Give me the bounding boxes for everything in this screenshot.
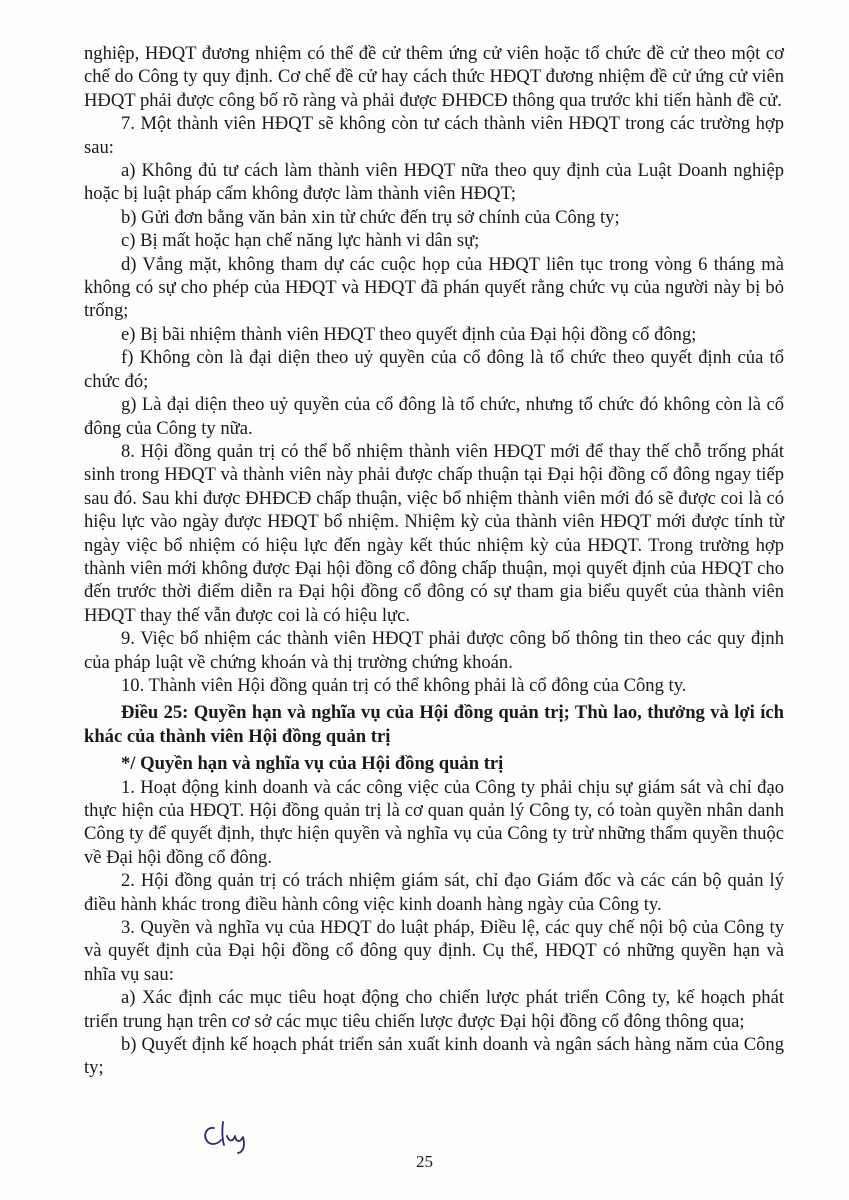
clause-25-3: 3. Quyền và nghĩa vụ của HĐQT do luật pháp, Điều lệ, các quy chế nội bộ của Công ty và quyết định của Đại hội đồng cổ đông quy định. Cụ thể, HĐQT có những quyền hạn và nhĩa vụ sau: [84,917,784,985]
clause-7f: f) Không còn là đại diện theo uỷ quyền của cổ đông là tổ chức theo quyết định của tổ chức đó; [84,347,784,392]
clause-7g: g) Là đại diện theo uỷ quyền của cổ đông là tổ chức, nhưng tổ chức đó không còn là cổ đông của Công ty nữa. [84,394,784,439]
clause-7d: d) Vắng mặt, không tham dự các cuộc họp của HĐQT liên tục trong vòng 6 tháng mà không có sự cho phép của HĐQT và HĐQT đã phán quyết rằng chức vụ của người này bị bỏ trống; [84,253,784,322]
section-subheading: */ Quyền hạn và nghĩa vụ của Hội đồng quản trị [121,753,504,775]
clause-25-1: 1. Hoạt động kinh doanh và các công việc của Công ty phải chịu sự giám sát và chỉ đạo thực hiện của HĐQT. Hội đồng quản trị là cơ quan quản lý Công ty, có toàn quyền nhân danh Công ty để quyết định, thực hiện quyền và nghĩa vụ của Công ty trừ những thẩm quyền thuộc về Đại hội đồng cổ đông. [84,776,784,868]
clause-7b: b) Gửi đơn bằng văn bản xin từ chức đến trụ sở chính của Công ty; [121,206,620,228]
clause-25-2: 2. Hội đồng quản trị có trách nhiệm giám sát, chỉ đạo Giám đốc và các cán bộ quản lý điều hành khác trong điều hành công việc kinh doanh hàng ngày của Công ty. [84,870,784,915]
clause-8: 8. Hội đồng quản trị có thể bổ nhiệm thành viên HĐQT mới để thay thế chỗ trống phát sinh trong HĐQT và thành viên này phải được chấp thuận tại Đại hội đồng cổ đông ngay tiếp sau đó. Sau khi được ĐHĐCĐ chấp thuận, việc bổ nhiệm thành viên mới đó sẽ được coi là có hiệu lực vào ngày được HĐQT bổ nhiệm. Nhiệm kỳ của thành viên HĐQT mới được tính từ ngày việc bổ nhiệm có hiệu lực đến ngày kết thúc nhiệm kỳ của HĐQT. Trong trường hợp thành viên mới không được Đại hội đồng cổ đông chấp thuận, mọi quyết định của HĐQT cho đến trước thời điểm diễn ra Đại hội đồng cổ đông có sự tham gia biểu quyết của thành viên HĐQT thay thế vẫn được coi là có hiệu lực. [84,440,784,626]
paragraph-continuation: nghiệp, HĐQT đương nhiệm có thể đề cử thêm ứng cử viên hoặc tổ chức đề cử theo một cơ chế do Công ty quy định. Cơ chế đề cử hay cách thức HĐQT đương nhiệm đề cử ứng cử viên HĐQT phải được công bố rõ ràng và phải được ĐHĐCĐ thông qua trước khi tiến hành đề cử. [84,43,784,111]
page-number: 25 [416,1152,433,1171]
article-heading: Điều 25: Quyền hạn và nghĩa vụ của Hội đồng quản trị; Thù lao, thưởng và lợi ích khác của thành viên Hội đồng quản trị [84,702,784,747]
handwritten-initials-icon [200,1118,258,1154]
clause-10: 10. Thành viên Hội đồng quản trị có thể không phải là cổ đông của Công ty. [121,674,687,696]
clause-7e: e) Bị bãi nhiệm thành viên HĐQT theo quyết định của Đại hội đồng cổ đông; [121,323,697,345]
document-body [84,42,784,1080]
clause-25-3b: b) Quyết định kế hoạch phát triển sản xuất kinh doanh và ngân sách hàng năm của Công ty; [84,1034,784,1079]
clause-9: 9. Việc bổ nhiệm các thành viên HĐQT phải được công bố thông tin theo các quy định của pháp luật về chứng khoán và thị trường chứng khoán. [84,628,784,673]
clause-7: 7. Một thành viên HĐQT sẽ không còn tư cách thành viên HĐQT trong các trường hợp sau: [84,113,784,158]
clause-7a: a) Không đủ tư cách làm thành viên HĐQT nữa theo quy định của Luật Doanh nghiệp hoặc bị luật pháp cấm không được làm thành viên HĐQT; [84,160,784,205]
clause-25-3a: a) Xác định các mục tiêu hoạt động cho chiến lược phát triển Công ty, kế hoạch phát triển trung hạn trên cơ sở các mục tiêu chiến lược được Đại hội đồng cổ đông thông qua; [84,987,784,1032]
clause-7c: c) Bị mất hoặc hạn chế năng lực hành vi dân sự; [121,230,480,252]
